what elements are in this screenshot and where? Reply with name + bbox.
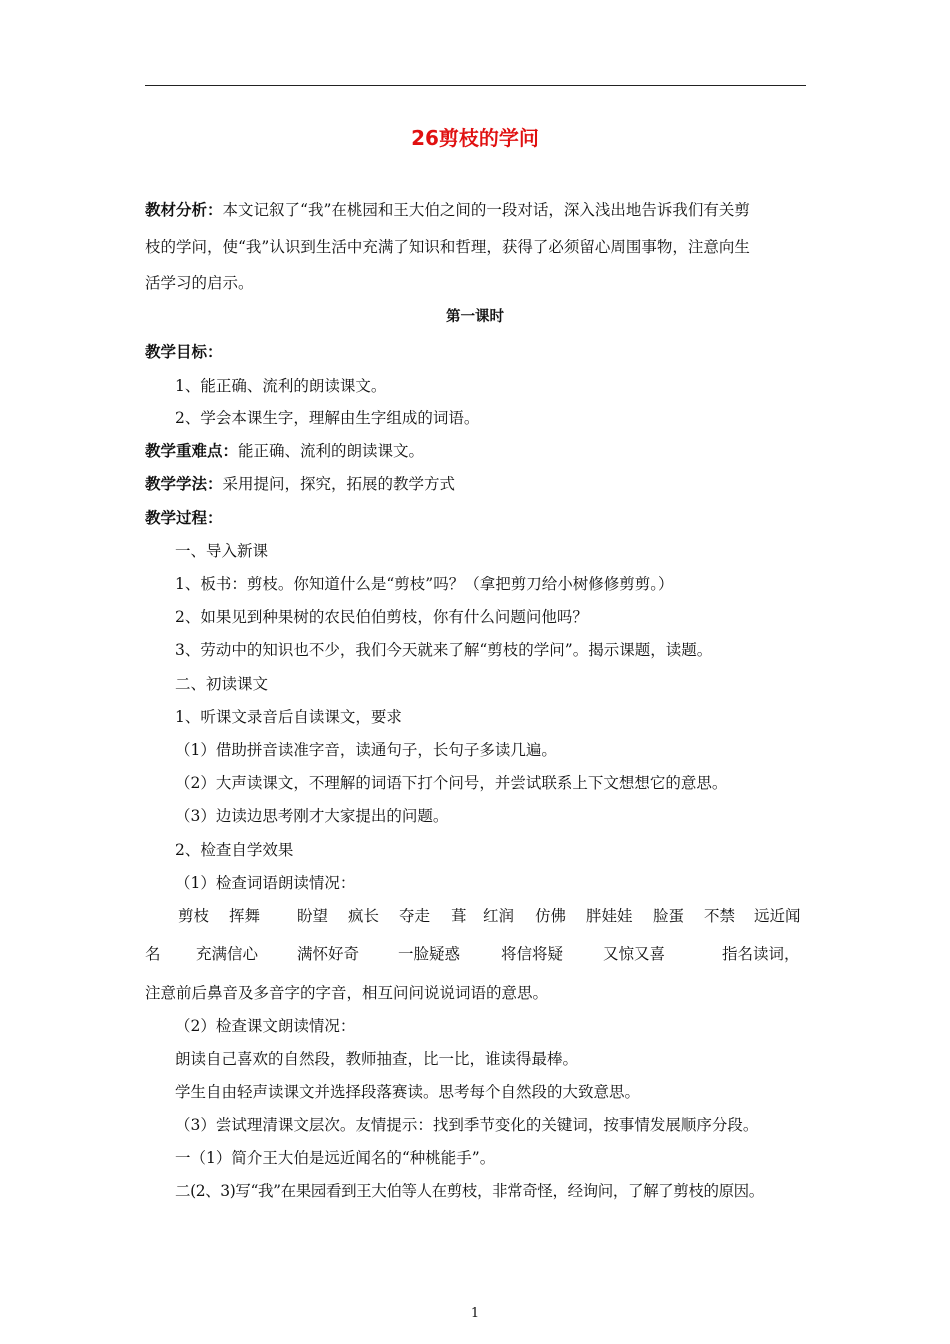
analysis-line-2: 枝的学问，使“我”认识到生活中充满了知识和哲理，获得了必须留心周围事物，注意向生: [145, 238, 750, 256]
method-line: [145, 474, 815, 494]
vocab-word: 名: [145, 945, 161, 963]
vocab-word: 远近闻: [754, 907, 801, 925]
process-line: 2、如果见到种果树的农民伯伯剪枝，你有什么问题问他吗？: [175, 608, 588, 626]
words-note: 注意前后鼻音及多音字的字音，相互问问说说词语的意思。: [145, 984, 549, 1002]
analysis-text-1: 本文记叙了“我”在桃园和王大伯之间的一段对话，深入浅出地告诉我们有关剪: [222, 201, 750, 219]
process-label: 教学过程：: [145, 509, 223, 527]
process-line: 朗读自己喜欢的自然段，教师抽查，比一比，谁读得最棒。: [175, 1050, 579, 1068]
vocab-word: 满怀好奇: [297, 945, 360, 963]
process-line: （1）借助拼音读准字音，读通句子，长句子多读几遍。: [175, 741, 557, 759]
keypoint-label: 教学重难点：: [145, 442, 239, 460]
vocab-word: 挥舞: [229, 907, 261, 925]
process-line: （1）检查词语朗读情况：: [175, 874, 356, 892]
goal-item: 2、学会本课生字，理解由生字组成的词语。: [175, 409, 480, 427]
process-line: （3）尝试理清课文层次。友情提示：找到季节变化的关键词，按事情发展顺序分段。: [175, 1116, 759, 1134]
process-line: 2、检查自学效果: [175, 841, 294, 859]
vocab-word: 指名读词，: [722, 945, 800, 963]
vocab-word: 胖娃娃: [586, 907, 633, 925]
process-line: 1、听课文录音后自读课文，要求: [175, 708, 402, 726]
vocab-word: 将信将疑: [501, 945, 564, 963]
vocab-word: 不禁: [704, 907, 736, 925]
process-line: 3、劳动中的知识也不少，我们今天就来了解“剪枝的学问”。揭示课题，读题。: [175, 641, 713, 659]
method-text: 采用提问，探究，拓展的教学方式: [222, 475, 456, 493]
vocab-word: 脸蛋: [653, 907, 685, 925]
page-title: 26剪枝的学问: [411, 126, 539, 150]
process-line: 学生自由轻声读课文并选择段落赛读。思考每个自然段的大致意思。: [175, 1083, 641, 1101]
vocab-word: 夺走: [399, 907, 431, 925]
vocab-word: 仿佛: [535, 907, 567, 925]
header-rule: [145, 85, 806, 86]
process-line: 一、导入新课: [175, 542, 269, 560]
goals-label: 教学目标：: [145, 343, 223, 361]
vocab-word: 剪枝: [178, 907, 210, 925]
vocab-word: 一脸疑惑: [398, 945, 461, 963]
process-line: （3）边读边思考刚才大家提出的问题。: [175, 807, 449, 825]
goal-item: 1、能正确、流利的朗读课文。: [175, 377, 387, 395]
process-line: （2）检查课文朗读情况：: [175, 1017, 356, 1035]
process-line: 二(2、3)写“我”在果园看到王大伯等人在剪枝，非常奇怪，经询问，了解了剪枝的原因。: [175, 1182, 764, 1200]
analysis-line-3: 活学习的启示。: [145, 274, 254, 292]
vocab-word: 盼望: [297, 907, 329, 925]
lesson-heading: 第一课时: [446, 309, 504, 325]
vocab-word: 充满信心: [196, 945, 259, 963]
keypoint-line: [145, 441, 815, 461]
analysis-label: 教材分析：: [145, 201, 223, 219]
page-number: 1: [470, 1306, 480, 1321]
vocab-word: 红润: [483, 907, 515, 925]
vocab-word: 又惊又喜: [603, 945, 666, 963]
process-line: 二、初读课文: [175, 675, 269, 693]
process-line: 1、板书：剪枝。你知道什么是“剪枝”吗？（拿把剪刀给小树修修剪剪。）: [175, 575, 674, 593]
keypoint-text: 能正确、流利的朗读课文。: [238, 442, 425, 460]
process-line: 一（1）简介王大伯是远近闻名的“种桃能手”。: [175, 1149, 496, 1167]
method-label: 教学学法：: [145, 475, 223, 493]
vocab-word: 葺: [451, 907, 467, 925]
analysis-line-1: [145, 200, 815, 220]
process-line: （2）大声读课文，不理解的词语下打个问号，并尝试联系上下文想想它的意思。: [175, 774, 728, 792]
vocab-word: 疯长: [348, 907, 380, 925]
